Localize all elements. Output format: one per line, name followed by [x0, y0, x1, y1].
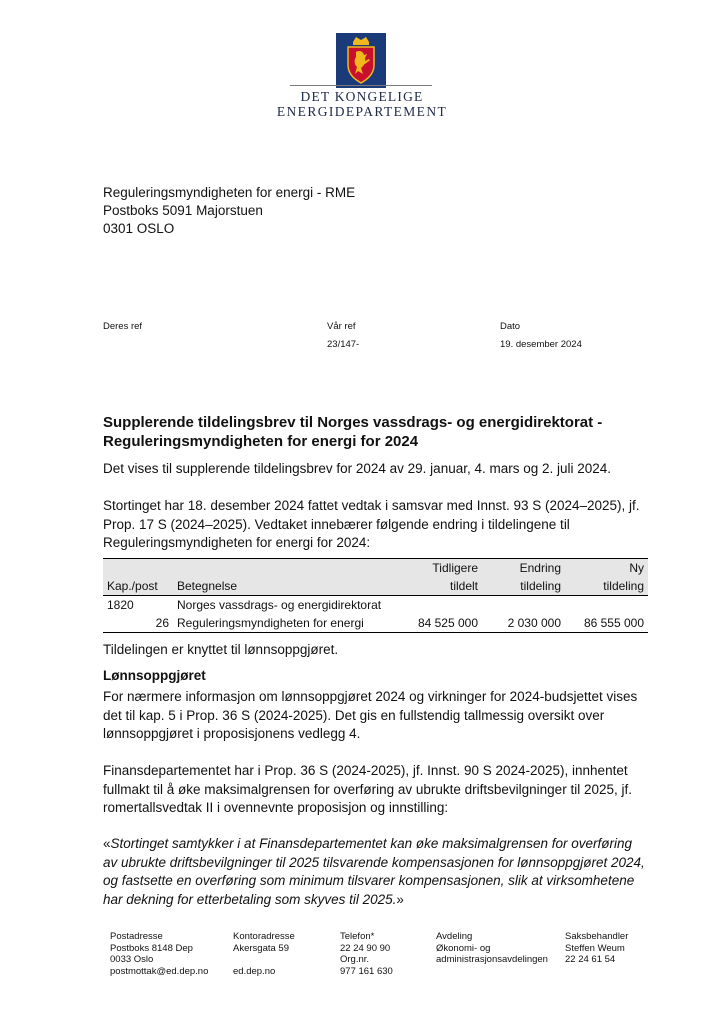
footer-line: 22 24 90 90	[340, 942, 391, 954]
footer-label: Postadresse	[110, 931, 163, 942]
footer-line: Økonomi- og	[436, 942, 491, 954]
footer-label: Telefon*	[340, 931, 375, 942]
department-name-line1: DET KONGELIGE	[300, 89, 424, 104]
header-ny-tildeling: tildeling	[565, 577, 648, 596]
footer-avdeling	[436, 931, 548, 966]
paragraph-tildeling: Tildelingen er knyttet til lønnsoppgjøret.	[103, 642, 339, 657]
footer-line: Akersgata 59	[233, 942, 289, 954]
quote-open: «	[103, 836, 111, 851]
table-header-row	[103, 577, 648, 596]
cell-post: 26	[103, 614, 173, 633]
header-betegnelse: Betegnelse	[173, 577, 399, 596]
deres-ref	[103, 318, 142, 336]
footer-saksbehandler	[565, 931, 628, 966]
cell-ny: 86 555 000	[565, 614, 648, 633]
footer-kontoradresse	[233, 931, 295, 977]
paragraph-quote	[103, 835, 648, 909]
footer-email: postmottak@ed.dep.no	[110, 965, 209, 977]
var-ref	[327, 318, 359, 354]
recipient-line3: 0301 OSLO	[103, 221, 175, 236]
footer-postadresse	[110, 931, 208, 977]
header-endring: Endring	[482, 559, 565, 578]
table-row	[103, 614, 648, 633]
recipient-line2: Postboks 5091 Majorstuen	[103, 203, 263, 218]
paragraph-intro: Det vises til supplerende tildelingsbrev for 2024 av 29. januar, 4. mars og 2. juli 2024.	[103, 461, 612, 476]
cell-kap: 1820	[107, 598, 134, 612]
cell-betegnelse: Reguleringsmyndigheten for energi	[173, 614, 399, 633]
deres-ref-label: Deres ref	[103, 321, 143, 332]
footer-line: Postboks 8148 Dep	[110, 942, 193, 954]
footer-line: Steffen Weum	[565, 942, 625, 954]
quote-text: Stortinget samtykker i at Finansdepartementet kan øke maksimalgrensen for overføring av ubrukte driftsbevilgninger til 2025 tilsvarende kompensasjonen for lønnsoppgjøret 2024, og fastsette en overføring som minimum tilsvarer kompensasjonen, slik at virksomhetene har dekning for etterbetaling som skyves til 2025.	[103, 836, 645, 907]
dato-value: 19. desember 2024	[500, 339, 582, 350]
dato	[500, 318, 582, 354]
footer-line: Org.nr.	[340, 954, 370, 965]
footer-line	[233, 954, 295, 966]
footer-line: 977 161 630	[340, 965, 393, 977]
section-heading: Lønnsoppgjøret	[103, 668, 206, 683]
footer-website: ed.dep.no	[233, 965, 276, 977]
footer-label: Kontoradresse	[233, 931, 295, 942]
quote-close: »	[396, 891, 404, 907]
header-tidligere: Tidligere	[399, 559, 482, 578]
var-ref-label: Vår ref	[327, 321, 356, 332]
department-name-line2: ENERGIDEPARTEMENT	[276, 104, 448, 119]
header-tildelt: tildelt	[399, 577, 482, 596]
footer-line: 0033 Oslo	[110, 954, 154, 965]
table-header-row	[103, 559, 648, 578]
footer-label: Saksbehandler	[565, 931, 629, 942]
cell-tidligere: 84 525 000	[399, 614, 482, 633]
paragraph-vedtak: Stortinget har 18. desember 2024 fattet vedtak i samsvar med Innst. 93 S (2024–2025), jf. Prop. 17 S (2024–2025). Vedtaket innebærer følgende endring i tildelingene til Reguleringsmyndigheten for energi for 2024:	[103, 498, 640, 550]
table-row	[103, 596, 648, 615]
footer-telefon	[340, 931, 393, 977]
dato-label: Dato	[500, 321, 521, 332]
footer-line: 22 24 61 54	[565, 954, 616, 965]
recipient-address	[103, 184, 355, 238]
footer-label: Avdeling	[436, 931, 473, 942]
department-name	[262, 89, 462, 119]
paragraph-finansdepartementet: Finansdepartementet har i Prop. 36 S (2024-2025), jf. Innst. 90 S 2024-2025), innhentet fullmakt til å øke maksimalgrensen for overføring av ubrukte driftsbevilgninger til 2025, jf. romertallsvedtak II i ovennevnte proposisjon og innstilling:	[103, 763, 632, 815]
letter-title: Supplerende tildelingsbrev til Norges vassdrags- og energidirektorat - Reguleringsmyndigheten for energi for 2024	[103, 414, 603, 450]
footer-line: administrasjonsavdelingen	[436, 954, 548, 965]
cell-endring: 2 030 000	[482, 614, 565, 633]
var-ref-value: 23/147-	[327, 339, 360, 350]
header-kap-post: Kap./post	[103, 577, 173, 596]
cell-betegnelse: Norges vassdrags- og energidirektorat	[177, 598, 382, 612]
header-ny: Ny	[565, 559, 648, 578]
paragraph-lonnsoppgjoret: For nærmere informasjon om lønnsoppgjøret 2024 og virkninger for 2024-budsjettet vises det til kap. 5 i Prop. 36 S (2024-2025). Det gis en fullstendig tallmessig oversikt over lønnsoppgjøret i proposisjonens vedlegg 4.	[103, 689, 638, 741]
letterhead-rule	[290, 85, 432, 86]
allocation-table	[103, 558, 648, 633]
header-endring-tildeling: tildeling	[482, 577, 565, 596]
norwegian-coat-of-arms-icon	[336, 33, 386, 88]
recipient-line1: Reguleringsmyndigheten for energi - RME	[103, 185, 356, 200]
